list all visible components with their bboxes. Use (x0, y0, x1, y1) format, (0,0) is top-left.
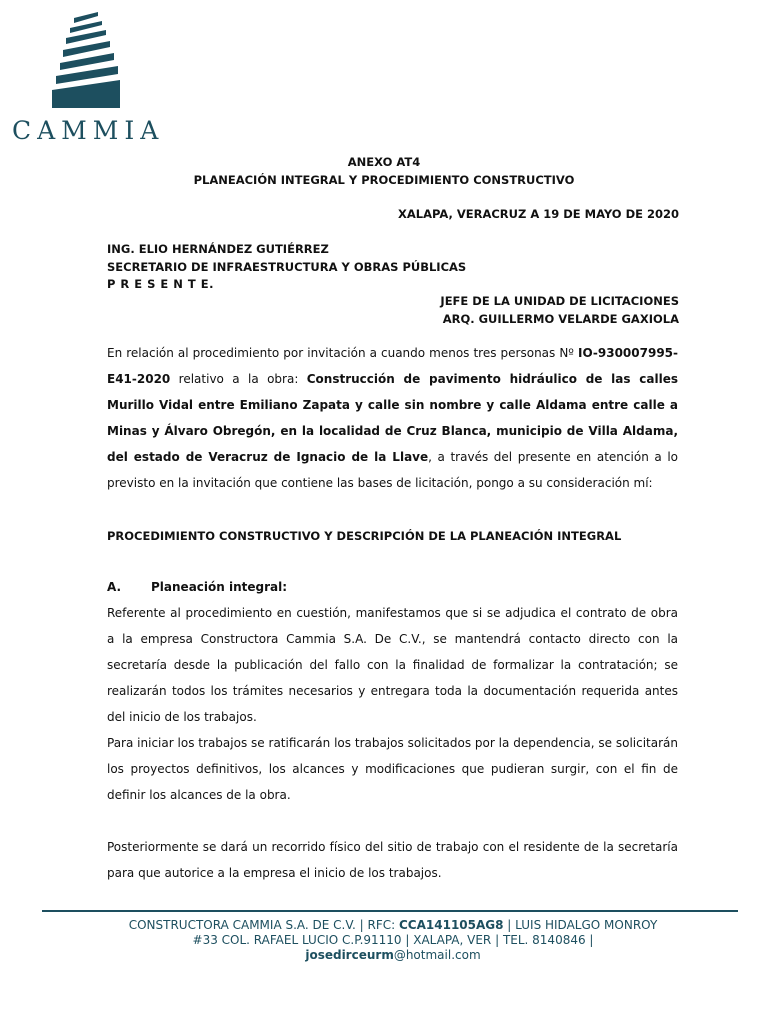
footer-company: CONSTRUCTORA CAMMIA S.A. DE C.V. | RFC: (128, 918, 399, 932)
work-description: Construcción de pavimento hidráulico de las calles Murillo Vidal entre Emiliano Zapata y calle sin nombre y calle Aldama entre calle a Minas y Álvaro Obregón, en la localidad de Cruz Blanca, municipio de Villa Aldama, del estado de Veracruz de Ignacio de la Llave (107, 372, 678, 464)
paragraph-2: Para iniciar los trabajos se ratificarán los trabajos solicitados por la dependencia, se solicitarán los proyectos definitivos, los alcances y modificaciones que pudieran surgir, con el fin de definir los alcances de la obra. (107, 736, 678, 802)
recipient-name: ING. ELIO HERNÁNDEZ GUTIÉRREZ (107, 242, 329, 256)
document-title: PLANEACIÓN INTEGRAL Y PROCEDIMIENTO CONSTRUCTIVO (193, 173, 575, 187)
intro-text-1: En relación al procedimiento por invitación a cuando menos tres personas Nº (107, 346, 578, 360)
intro-text-3: , a través del presente en atención a lo previsto en la invitación que contiene las bases de licitación, pongo a su consideración mí: (107, 450, 678, 490)
place-date: XALAPA, VERACRUZ A 19 DE MAYO DE 2020 (397, 207, 679, 221)
attention-name: ARQ. GUILLERMO VELARDE GAXIOLA (442, 312, 679, 326)
footer-contact: | LUIS HIDALGO MONROY (503, 918, 658, 932)
footer-divider (42, 910, 738, 912)
footer-line-1 (0, 918, 768, 933)
footer-address: #33 COL. RAFAEL LUCIO C.P.91110 | XALAPA, VER | TEL. 8140846 | (192, 933, 594, 947)
footer-rfc: CCA141105AG8 (399, 918, 504, 932)
footer-email[interactable] (0, 948, 768, 963)
footer-email-domain: @hotmail.com (393, 948, 481, 962)
procedure-code: IO-930007995-E41-2020 (107, 346, 678, 386)
intro-paragraph (107, 340, 678, 496)
footer-email-user: josedirceurm (305, 948, 394, 962)
section-title: PROCEDIMIENTO CONSTRUCTIVO Y DESCRIPCIÓN DE LA PLANEACIÓN INTEGRAL (107, 529, 622, 543)
intro-text-2: relativo a la obra: (170, 372, 307, 386)
paragraph-3: Posteriormente se dará un recorrido físico del sitio de trabajo con el residente de la secretaría para que autorice a la empresa el inicio de los trabajos. (107, 840, 678, 880)
annex-label: ANEXO AT4 (347, 155, 421, 169)
recipient-role: SECRETARIO DE INFRAESTRUCTURA Y OBRAS PÚBLICAS (107, 260, 467, 274)
attention-role: JEFE DE LA UNIDAD DE LICITACIONES (440, 294, 679, 308)
recipient-present: P R E S E N T E. (107, 277, 214, 291)
paragraph-1: Referente al procedimiento en cuestión, manifestamos que si se adjudica el contrato de obra a la empresa Constructora Cammia S.A. De C.V., se mantendrá contacto directo con la secretaría desde la publicación del fallo con la finalidad de formalizar la contratación; se realizarán todos los trámites necesarios y entregara toda la documentación requerida antes del inicio de los trabajos. (107, 606, 678, 724)
subsection-title: Planeación integral: (151, 580, 288, 594)
company-logo-text: CAMMIA (12, 116, 165, 145)
subsection-letter: A. (107, 580, 122, 594)
